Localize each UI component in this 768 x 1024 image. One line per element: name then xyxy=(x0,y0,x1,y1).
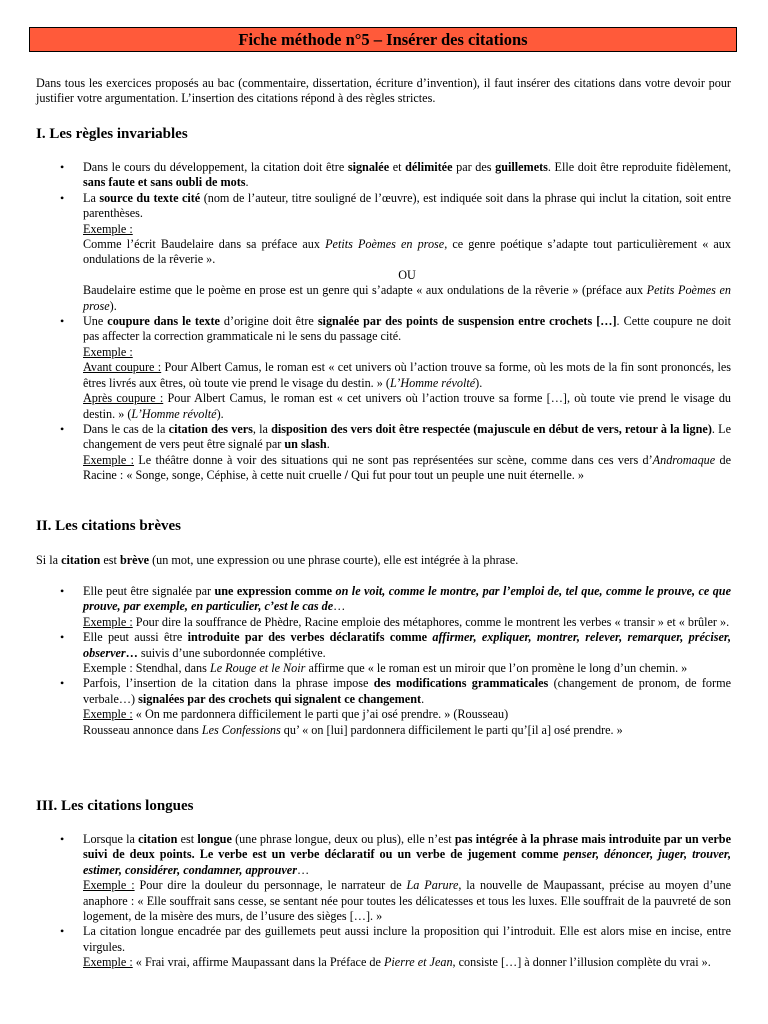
example-text: Comme l’écrit Baudelaire dans sa préface aux Petits Poèmes en prose, ce genre poétique s’adapte tout particulièrement « aux ondulations de la rêverie ». xyxy=(83,237,731,267)
example-text: Rousseau annonce dans Les Confessions qu’ « on [lui] pardonnera difficilement le parti qu’[il a] osé prendre. » xyxy=(83,722,623,737)
section2-list xyxy=(60,584,731,738)
or-separator: OU xyxy=(398,267,416,282)
list-item: • Elle peut être signalée par une expression comme on le voit, comme le montre, par l’emploi de, tel que, comme le prouve, ce que prouve, par exemple, en particulier, c’est le cas de… Exemple : Pour dire la souffrance de Phèdre, Racine emploie des métaphores, comme le montrent les verbes « transir » et « brûler ». xyxy=(60,584,731,630)
page-title: Fiche méthode n°5 – Insérer des citations xyxy=(29,27,737,52)
example-label: Exemple : xyxy=(83,221,133,236)
example-text: Après coupure : Pour Albert Camus, le roman est « cet univers où l’action trouve sa forme […], où toute vie prend le visage du destin. » (L’Homme révolté). xyxy=(83,391,732,421)
list-item: • Elle peut aussi être introduite par des verbes déclaratifs comme affirmer, expliquer, montrer, relever, remarquer, préciser, observer… suivis d’une subordonnée complétive. Exemple : Stendhal, dans Le Rouge et le Noir affirme que « le roman est un miroir que l’on promène le long d’un chemin. » xyxy=(60,630,731,676)
example-text: Baudelaire estime que le poème en prose est un genre qui s’adapte « aux ondulations de la rêverie » (préface aux Petits Poèmes en prose). xyxy=(83,283,731,313)
example-text: Exemple : Pour dire la souffrance de Phèdre, Racine emploie des métaphores, comme le montrent les verbes « transir » et « brûler ». xyxy=(83,614,730,629)
list-item: • Lorsque la citation est longue (une phrase longue, deux ou plus), elle n’est pas intégrée à la phrase mais introduite par un verbe suivi de deux points. Le verbe est un verbe déclaratif ou un verbe de jugement comme penser, dénoncer, juger, trouver, estimer, considérer, condamner, approuver… Exemple : Pour dire la douleur du personnage, le narrateur de La Parure, la nouvelle de Maupassant, précise au moyen d’une anaphore : « Elle souffrait sans cesse, se sentant née pour toutes les délicatesses et tous les luxes. Elle souffrait de la pauvreté de son logement, de la misère des murs, de l’usure des sièges […]. » xyxy=(60,832,731,924)
section2-paragraph: Si la citation est brève (un mot, une expression ou une phrase courte), elle est intégrée à la phrase. xyxy=(36,553,519,567)
section-heading-2: II. Les citations brèves xyxy=(36,518,181,534)
example-text: Avant coupure : Pour Albert Camus, le roman est « cet univers où l’action trouve sa forme, où les mots de la fin sont prononcés, les êtres livrés aux êtres, où toute vie prend le visage du destin. » (L’Homme révolté). xyxy=(83,360,731,390)
intro-paragraph: Dans tous les exercices proposés au bac (commentaire, dissertation, écriture d’invention), il faut insérer des citations dans votre devoir pour justifier votre argumentation. L’insertion des citations répond à des règles strictes. xyxy=(36,76,731,106)
example-text: Exemple : Le théâtre donne à voir des situations qui ne sont pas représentées sur scène, comme dans ces vers d’Andromaque de Racine : « Songe, songe, Céphise, à cette nuit cruelle / Qui fut pour tout un peuple une nuit éternelle. » xyxy=(83,452,731,483)
example-text: Exemple : Pour dire la douleur du personnage, le narrateur de La Parure, la nouvelle de Maupassant, précise au moyen d’une anaphore : « Elle souffrait sans cesse, se sentant née pour toutes les délicatesses et tous les luxes. Elle souffrait de la pauvreté de son logement, de la misère des murs, de l’usure des sièges […]. » xyxy=(83,878,731,924)
section3-list xyxy=(60,832,731,971)
list-item: • Une coupure dans le texte d’origine doit être signalée par des points de suspension entre crochets […]. Cette coupure ne doit pas affecter la correction grammaticale ni le sens du passage cité. Exemple : Avant coupure : Pour Albert Camus, le roman est « cet univers où l’action trouve sa forme, où les mots de la fin sont prononcés, les êtres livrés aux êtres, où toute vie prend le visage du destin. » (L’Homme révolté). Après coupure : Pour Albert Camus, le roman est « cet univers où l’action trouve sa forme […], où toute vie prend le visage du destin. » (L’Homme révolté). xyxy=(60,314,731,422)
list-item: • La source du texte cité (nom de l’auteur, titre souligné de l’œuvre), est indiquée soit dans la phrase qui inclut la citation, soit entre parenthèses. Exemple : Comme l’écrit Baudelaire dans sa préface aux Petits Poèmes en prose, ce genre poétique s’adapte tout particulièrement « aux ondulations de la rêverie ». OU Baudelaire estime que le poème en prose est un genre qui s’adapte « aux ondulations de la rêverie » (préface aux Petits Poèmes en prose). xyxy=(60,191,731,314)
list-item: • Parfois, l’insertion de la citation dans la phrase impose des modifications grammaticales (changement de pronom, de forme verbale…) signalées par des crochets qui signalent ce changement. Exemple : « On me pardonnera difficilement le parti que j’ai osé prendre. » (Rousseau) Rousseau annonce dans Les Confessions qu’ « on [lui] pardonnera difficilement le parti qu’[il a] osé prendre. » xyxy=(60,676,731,738)
list-item: • Dans le cours du développement, la citation doit être signalée et délimitée par des guillemets. Elle doit être reproduite fidèlement, sans faute et sans oubli de mots. xyxy=(60,160,731,191)
list-item: • Dans le cas de la citation des vers, la disposition des vers doit être respectée (majuscule en début de vers, retour à la ligne). Le changement de vers peut être signalé par un slash. Exemple : Le théâtre donne à voir des situations qui ne sont pas représentées sur scène, comme dans ces vers d’Andromaque de Racine : « Songe, songe, Céphise, à cette nuit cruelle / Qui fut pour tout un peuple une nuit éternelle. » xyxy=(60,422,731,484)
example-text: Exemple : Stendhal, dans Le Rouge et le Noir affirme que « le roman est un miroir que l’on promène le long d’un chemin. » xyxy=(83,661,688,676)
section-heading-3: III. Les citations longues xyxy=(36,798,194,814)
example-label: Exemple : xyxy=(83,344,133,359)
section-heading-1: I. Les règles invariables xyxy=(36,126,188,142)
example-text: Exemple : « Frai vrai, affirme Maupassant dans la Préface de Pierre et Jean, consiste […] à donner l’illusion complète du vrai ». xyxy=(83,955,711,970)
section1-list xyxy=(60,160,731,484)
example-text: Exemple : « On me pardonnera difficilement le parti que j’ai osé prendre. » (Rousseau) xyxy=(83,707,509,722)
list-item: • La citation longue encadrée par des guillemets peut aussi inclure la proposition qui l’introduit. Elle est alors mise en incise, entre virgules. Exemple : « Frai vrai, affirme Maupassant dans la Préface de Pierre et Jean, consiste […] à donner l’illusion complète du vrai ». xyxy=(60,924,731,970)
